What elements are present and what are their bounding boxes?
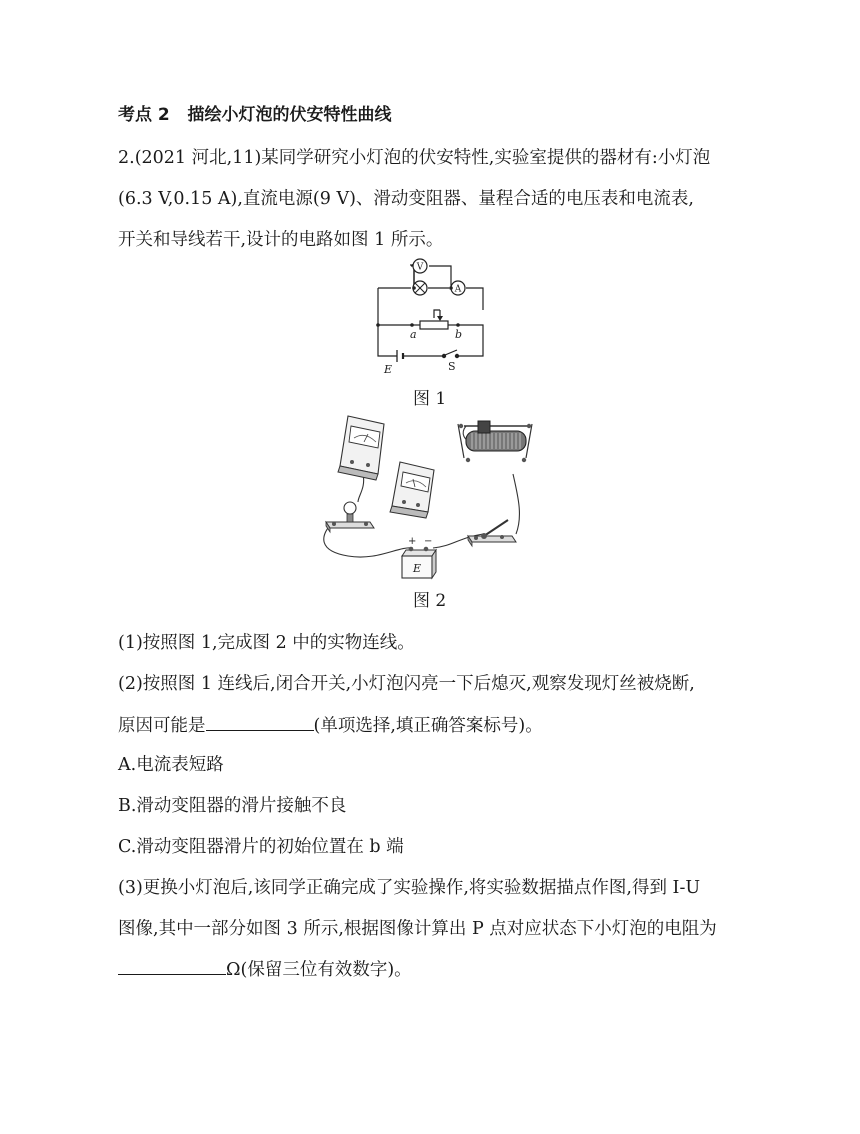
source-e-label: E	[384, 363, 393, 376]
figure-1-circuit-diagram	[370, 258, 500, 380]
lamp-board	[326, 502, 374, 532]
terminal-a-label: a	[410, 328, 417, 341]
question-2-suffix: (单项选择,填正确答案标号)。	[313, 716, 543, 736]
option-c: C.滑动变阻器滑片的初始位置在 b 端	[118, 837, 404, 857]
question-3-line-1: (3)更换小灯泡后,该同学正确完成了实验操作,将实验数据描点作图,得到 I-U	[118, 878, 701, 898]
terminal-b-label: b	[455, 328, 463, 341]
ammeter-symbol	[451, 281, 465, 295]
wire-left	[358, 474, 364, 502]
answer-blank-2[interactable]	[206, 713, 314, 731]
battery-minus-label: −	[424, 536, 433, 547]
section-heading	[118, 103, 392, 127]
problem-line-2: (6.3 V,0.15 A),直流电源(9 V)、滑动变阻器、量程合适的电压表和电流表,	[118, 189, 694, 209]
figure-1-caption: 图 1	[413, 389, 447, 409]
figure-2-apparatus-photo	[318, 396, 544, 584]
wire-rheostat	[513, 474, 519, 534]
switch-s-label: S	[448, 360, 456, 373]
section-tag: 考点 2	[118, 105, 170, 125]
switch-board	[468, 520, 516, 546]
figure-2-caption: 图 2	[413, 591, 447, 611]
question-2-line-2	[118, 713, 543, 738]
option-b: B.滑动变阻器的滑片接触不良	[118, 796, 347, 816]
section-title: 描绘小灯泡的伏安特性曲线	[187, 105, 392, 125]
voltmeter-label: V	[416, 262, 424, 273]
voltmeter-device	[390, 462, 434, 518]
question-3-suffix: Ω(保留三位有效数字)。	[226, 960, 412, 980]
milliammeter-device	[338, 416, 384, 480]
question-2-prefix: 原因可能是	[118, 716, 206, 736]
question-3-line-2: 图像,其中一部分如图 3 所示,根据图像计算出 P 点对应状态下小灯泡的电阻为	[118, 919, 717, 939]
rheostat-device	[458, 421, 532, 462]
problem-line-3: 开关和导线若干,设计的电路如图 1 所示。	[118, 230, 444, 250]
answer-blank-3[interactable]	[118, 957, 226, 975]
question-3-line-3	[118, 957, 412, 982]
battery-box	[402, 536, 436, 578]
battery-plus-label: +	[408, 536, 417, 547]
question-2-line-1: (2)按照图 1 连线后,闭合开关,小灯泡闪亮一下后熄灭,观察发现灯丝被烧断,	[118, 674, 695, 694]
battery-symbol	[397, 350, 403, 362]
switch-symbol	[442, 350, 458, 358]
battery-e-label: E	[412, 562, 422, 575]
ammeter-label: A	[454, 284, 462, 295]
option-a: A.电流表短路	[118, 755, 224, 775]
problem-line-1: 2.(2021 河北,11)某同学研究小灯泡的伏安特性,实验室提供的器材有:小灯泡	[118, 148, 711, 168]
voltmeter-symbol	[413, 259, 427, 273]
question-1: (1)按照图 1,完成图 2 中的实物连线。	[118, 633, 415, 653]
